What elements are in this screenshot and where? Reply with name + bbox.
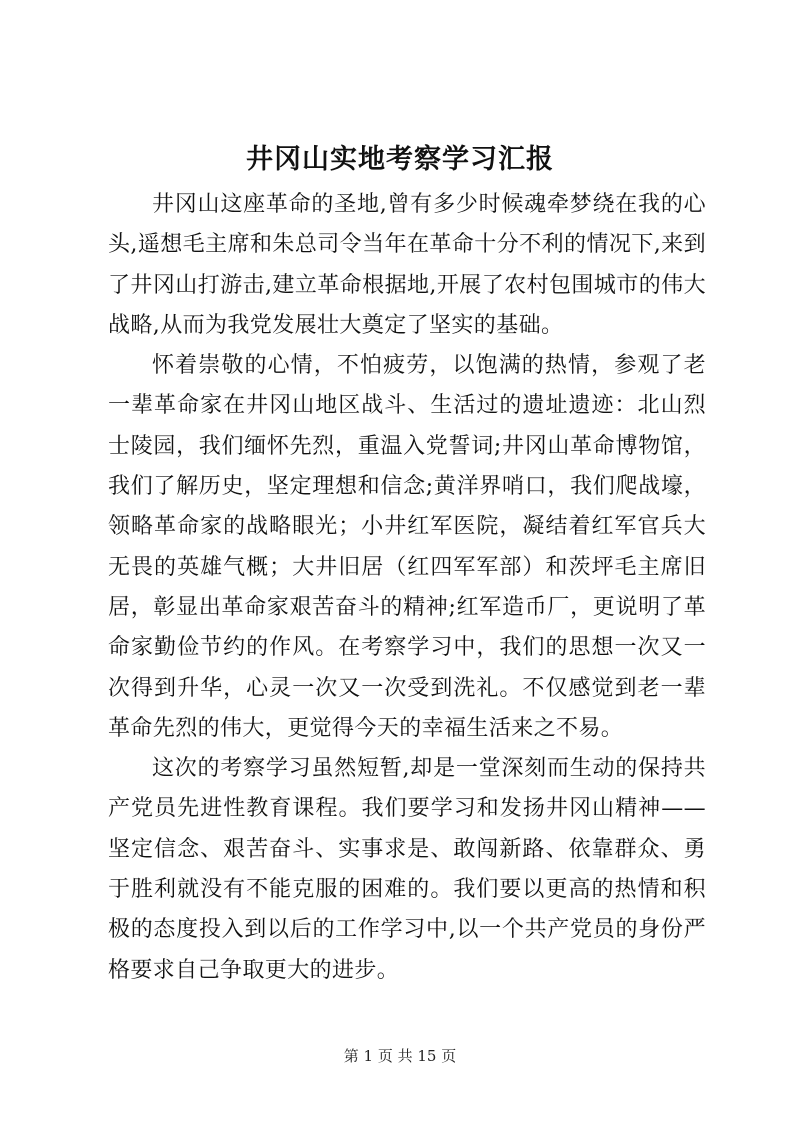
document-body <box>108 185 706 991</box>
paragraph-1: 井冈山这座革命的圣地,曾有多少时候魂牵梦绕在我的心头,遥想毛主席和朱总司令当年在革命十分不利的情况下,来到了井冈山打游击,建立革命根据地,开展了农村包围城市的伟大战略,从而为我党发展壮大奠定了坚实的基础。 <box>108 192 706 338</box>
page-number-footer: 第 1 页 共 15 页 <box>343 1047 457 1065</box>
page-title: 井冈山实地考察学习汇报 <box>246 144 554 175</box>
paragraph-2: 怀着崇敬的心情，不怕疲劳，以饱满的热情，参观了老一辈革命家在井冈山地区战斗、生活过的遗址遗迹：北山烈士陵园，我们缅怀先烈，重温入党誓词;井冈山革命博物馆，我们了解历史，坚定理想和信念;黄洋界哨口，我们爬战壕，领略革命家的战略眼光；小井红军医院，凝结着红军官兵大无畏的英雄气概；大井旧居（红四军军部）和茨坪毛主席旧居，彰显出革命家艰苦奋斗的精神;红军造币厂，更说明了革命家勤俭节约的作风。在考察学习中，我们的思想一次又一次得到升华，心灵一次又一次受到洗礼。不仅感觉到老一辈革命先烈的伟大，更觉得今天的幸福生活来之不易。 <box>108 353 706 741</box>
paragraph-3: 这次的考察学习虽然短暂,却是一堂深刻而生动的保持共产党员先进性教育课程。我们要学习和发扬井冈山精神——坚定信念、艰苦奋斗、实事求是、敢闯新路、依靠群众、勇于胜利就没有不能克服的困难的。我们要以更高的热情和积极的态度投入到以后的工作学习中,以一个共产党员的身份严格要求自己争取更大的进步。 <box>108 756 706 983</box>
